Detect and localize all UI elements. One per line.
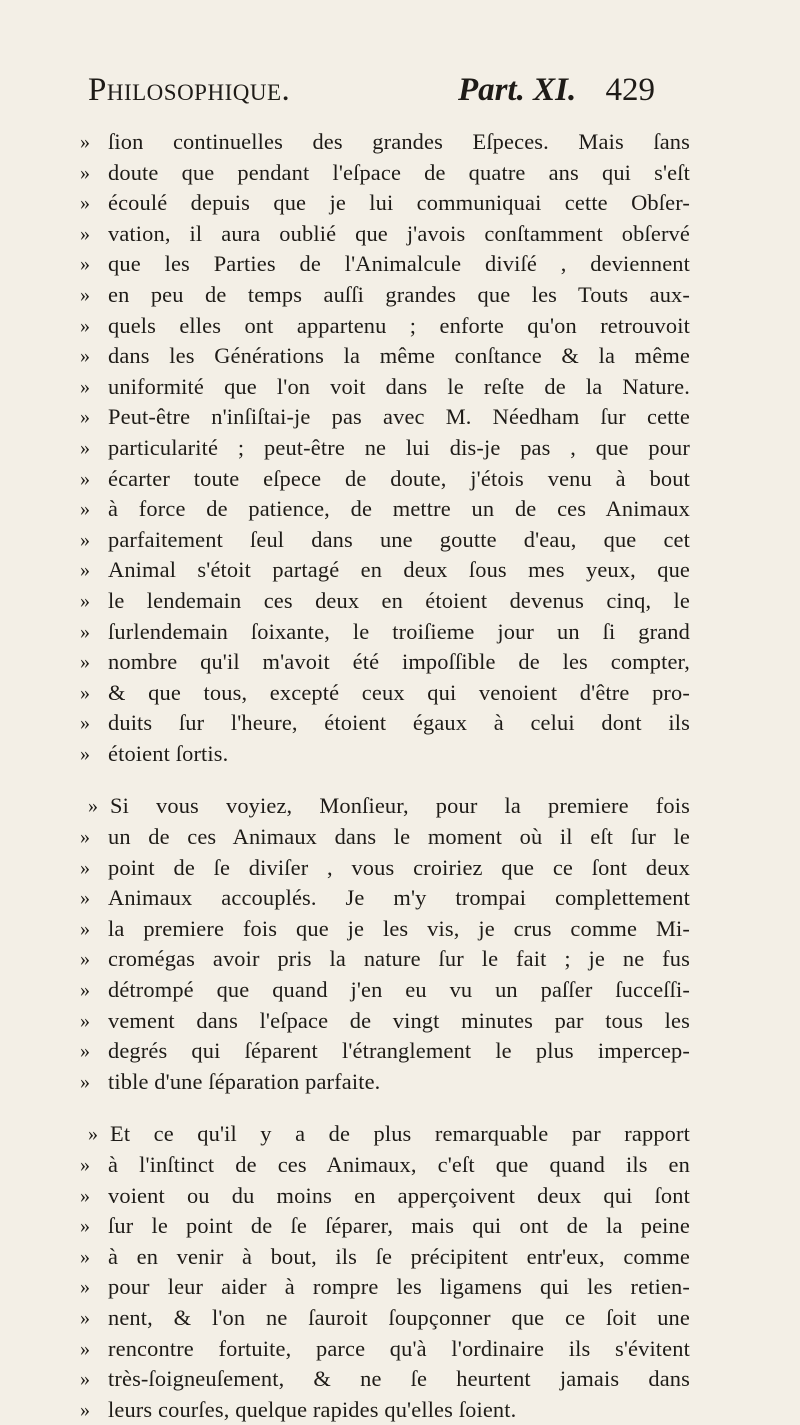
text-line <box>80 739 690 770</box>
line-text: ſurlendemain ſoixante, le troiſieme jour un ſi grand <box>108 618 690 644</box>
text-line <box>80 555 690 586</box>
line-text: un de ces Animaux dans le moment où il eſt ſur le <box>108 824 690 850</box>
quote-mark: » <box>80 589 91 612</box>
part-label: Part. XI. <box>458 72 577 108</box>
quote-mark: » <box>80 1154 91 1176</box>
quote-mark: » <box>80 651 91 674</box>
quote-mark: » <box>80 1276 91 1299</box>
line-text: doute que pendant l'eſpace de quatre ans qui s'eſt <box>108 159 690 185</box>
line-text: à l'inſtinct de ces Animaux, c'eſt que quand ils en <box>108 1152 690 1177</box>
paragraph <box>80 791 690 1097</box>
page-number: 429 <box>605 72 655 108</box>
quote-mark: » <box>80 712 91 735</box>
text-line <box>80 280 690 311</box>
quote-mark: » <box>80 887 91 910</box>
text-line <box>80 1395 690 1425</box>
text-line <box>80 1303 690 1334</box>
text-line <box>80 617 690 648</box>
text-line <box>80 525 690 556</box>
text-line <box>80 219 690 250</box>
text-line <box>80 188 690 219</box>
text-line <box>80 914 690 945</box>
line-text: point de ſe diviſer , vous croiriez que ce ſont deux <box>108 854 690 880</box>
line-text: Animaux accouplés. Je m'y trompai complettement <box>108 885 690 911</box>
quote-mark: » <box>80 1306 91 1329</box>
text-line <box>80 791 690 822</box>
paragraph <box>80 1119 690 1425</box>
line-text: écoulé depuis que je lui communiquai cette Obſer- <box>108 190 690 216</box>
text-line <box>80 433 690 464</box>
text-line <box>80 1272 690 1303</box>
line-text: le lendemain ces deux en étoient devenus cinq, le <box>108 587 690 613</box>
text-line <box>80 1364 690 1395</box>
text-line <box>80 341 690 372</box>
text-line <box>80 1067 690 1098</box>
text-line <box>80 1334 690 1365</box>
quote-mark: » <box>80 192 91 215</box>
text-line <box>80 1211 690 1242</box>
text-line <box>80 494 690 525</box>
line-text: étoient ſortis. <box>108 740 229 766</box>
line-text: cromégas avoir pris la nature ſur le fait ; je ne fus <box>108 946 690 972</box>
quote-mark: » <box>80 826 91 849</box>
line-text: duits ſur l'heure, étoient égaux à celui dont ils <box>108 710 690 736</box>
line-text: ſur le point de ſe ſéparer, mais qui ont de la peine <box>108 1213 690 1239</box>
line-text: Si vous voyiez, Monſieur, pour la premiere fois <box>110 793 690 819</box>
quote-mark: » <box>80 375 91 398</box>
text-line <box>80 586 690 617</box>
quote-mark: » <box>80 436 91 459</box>
quote-mark: » <box>80 1368 91 1391</box>
text-line <box>80 944 690 975</box>
quote-mark: » <box>80 1009 91 1032</box>
quote-mark: » <box>80 681 91 704</box>
text-line <box>80 311 690 342</box>
quote-mark: » <box>80 467 91 490</box>
text-line <box>80 853 690 884</box>
line-text: à force de patience, de mettre un de ces Animaux <box>108 496 690 522</box>
quote-mark: » <box>80 917 91 940</box>
line-text: tible d'une ſéparation parfaite. <box>108 1068 381 1094</box>
text-line <box>80 647 690 678</box>
quote-mark: » <box>80 559 91 582</box>
text-line <box>80 678 690 709</box>
line-text: très-ſoigneuſement, & ne ſe heurtent jamais dans <box>108 1366 690 1392</box>
text-line <box>80 975 690 1006</box>
text-line <box>80 249 690 280</box>
line-text: leurs courſes, quelque rapides qu'elles ſoient. <box>108 1396 517 1422</box>
text-line <box>80 1006 690 1037</box>
line-text: la premiere fois que je les vis, je crus comme Mi- <box>108 915 690 941</box>
quote-mark: » <box>80 314 91 337</box>
text-line <box>80 464 690 495</box>
quote-mark: » <box>80 856 91 879</box>
line-text: vation, il aura oublié que j'avois conſtamment obſervé <box>108 220 690 246</box>
quote-mark: » <box>80 498 91 521</box>
line-text: en peu de temps auſſi grandes que les Touts aux- <box>108 281 690 307</box>
line-text: parfaitement ſeul dans une goutte d'eau, que cet <box>108 526 690 552</box>
text-line <box>80 158 690 189</box>
text-line <box>80 1242 690 1273</box>
page-header <box>88 72 655 112</box>
text-line <box>80 1181 690 1212</box>
quote-mark: » <box>80 620 91 643</box>
paragraph <box>80 127 690 769</box>
text-line <box>80 708 690 739</box>
line-text: degrés qui ſéparent l'étranglement le plus impercep- <box>108 1038 690 1064</box>
quote-mark: » <box>80 1398 91 1421</box>
text-line <box>80 1150 690 1181</box>
quote-mark: » <box>80 1070 91 1093</box>
text-line <box>80 1119 690 1150</box>
line-text: que les Parties de l'Animalcule diviſé , deviennent <box>108 251 690 277</box>
running-head: Philosophique. <box>88 72 291 108</box>
quote-mark: » <box>80 253 91 276</box>
quote-mark: » <box>80 948 91 971</box>
line-text: pour leur aider à rompre les ligamens qui les retien- <box>108 1274 690 1300</box>
line-text: particularité ; peut-être ne lui dis-je pas , que pour <box>108 434 690 460</box>
text-line <box>80 402 690 433</box>
quote-mark: » <box>80 406 91 429</box>
line-text: voient ou du moins en apperçoivent deux qui ſont <box>108 1182 690 1208</box>
quote-mark: » <box>80 979 91 1002</box>
line-text: détrompé que quand j'en eu vu un paſſer ſucceſſi- <box>108 977 690 1003</box>
text-line <box>80 1036 690 1067</box>
text-line <box>80 883 690 914</box>
quote-mark: » <box>88 1123 99 1146</box>
line-text: dans les Générations la même conſtance & la même <box>108 343 690 369</box>
quote-mark: » <box>80 345 91 368</box>
line-text: uniformité que l'on voit dans le reſte de la Nature. <box>108 373 690 399</box>
quote-mark: » <box>80 1215 91 1238</box>
line-text: nombre qu'il m'avoit été impoſſible de les compter, <box>108 649 690 675</box>
quote-mark: » <box>80 1184 91 1207</box>
text-line <box>80 127 690 158</box>
line-text: ſion continuelles des grandes Eſpeces. Mais ſans <box>108 129 690 154</box>
line-text: Peut-être n'inſiſtai-je pas avec M. Néedham ſur cette <box>108 404 690 430</box>
text-line <box>80 822 690 853</box>
quote-mark: » <box>80 1245 91 1268</box>
line-text: quels elles ont appartenu ; enforte qu'on retrouvoit <box>108 312 690 338</box>
quote-mark: » <box>80 131 91 153</box>
line-text: nent, & l'on ne ſauroit ſoupçonner que ce ſoit une <box>108 1304 690 1330</box>
line-text: écarter toute eſpece de doute, j'étois venu à bout <box>108 465 690 491</box>
line-text: Et ce qu'il y a de plus remarquable par rapport <box>110 1121 690 1147</box>
text-line <box>80 372 690 403</box>
quote-mark: » <box>80 283 91 306</box>
quote-mark: » <box>80 528 91 551</box>
quote-mark: » <box>80 742 91 765</box>
line-text: rencontre fortuite, parce qu'à l'ordinaire ils s'évitent <box>108 1335 690 1361</box>
body-text <box>80 127 690 1425</box>
line-text: & que tous, excepté ceux qui venoient d'être pro- <box>108 679 690 705</box>
line-text: à en venir à bout, ils ſe précipitent entr'eux, comme <box>108 1243 690 1269</box>
quote-mark: » <box>80 1040 91 1063</box>
quote-mark: » <box>80 161 91 184</box>
line-text: vement dans l'eſpace de vingt minutes par tous les <box>108 1007 690 1033</box>
quote-mark: » <box>80 1337 91 1360</box>
quote-mark: » <box>88 795 99 818</box>
quote-mark: » <box>80 222 91 245</box>
line-text: Animal s'étoit partagé en deux ſous mes yeux, que <box>108 557 690 583</box>
